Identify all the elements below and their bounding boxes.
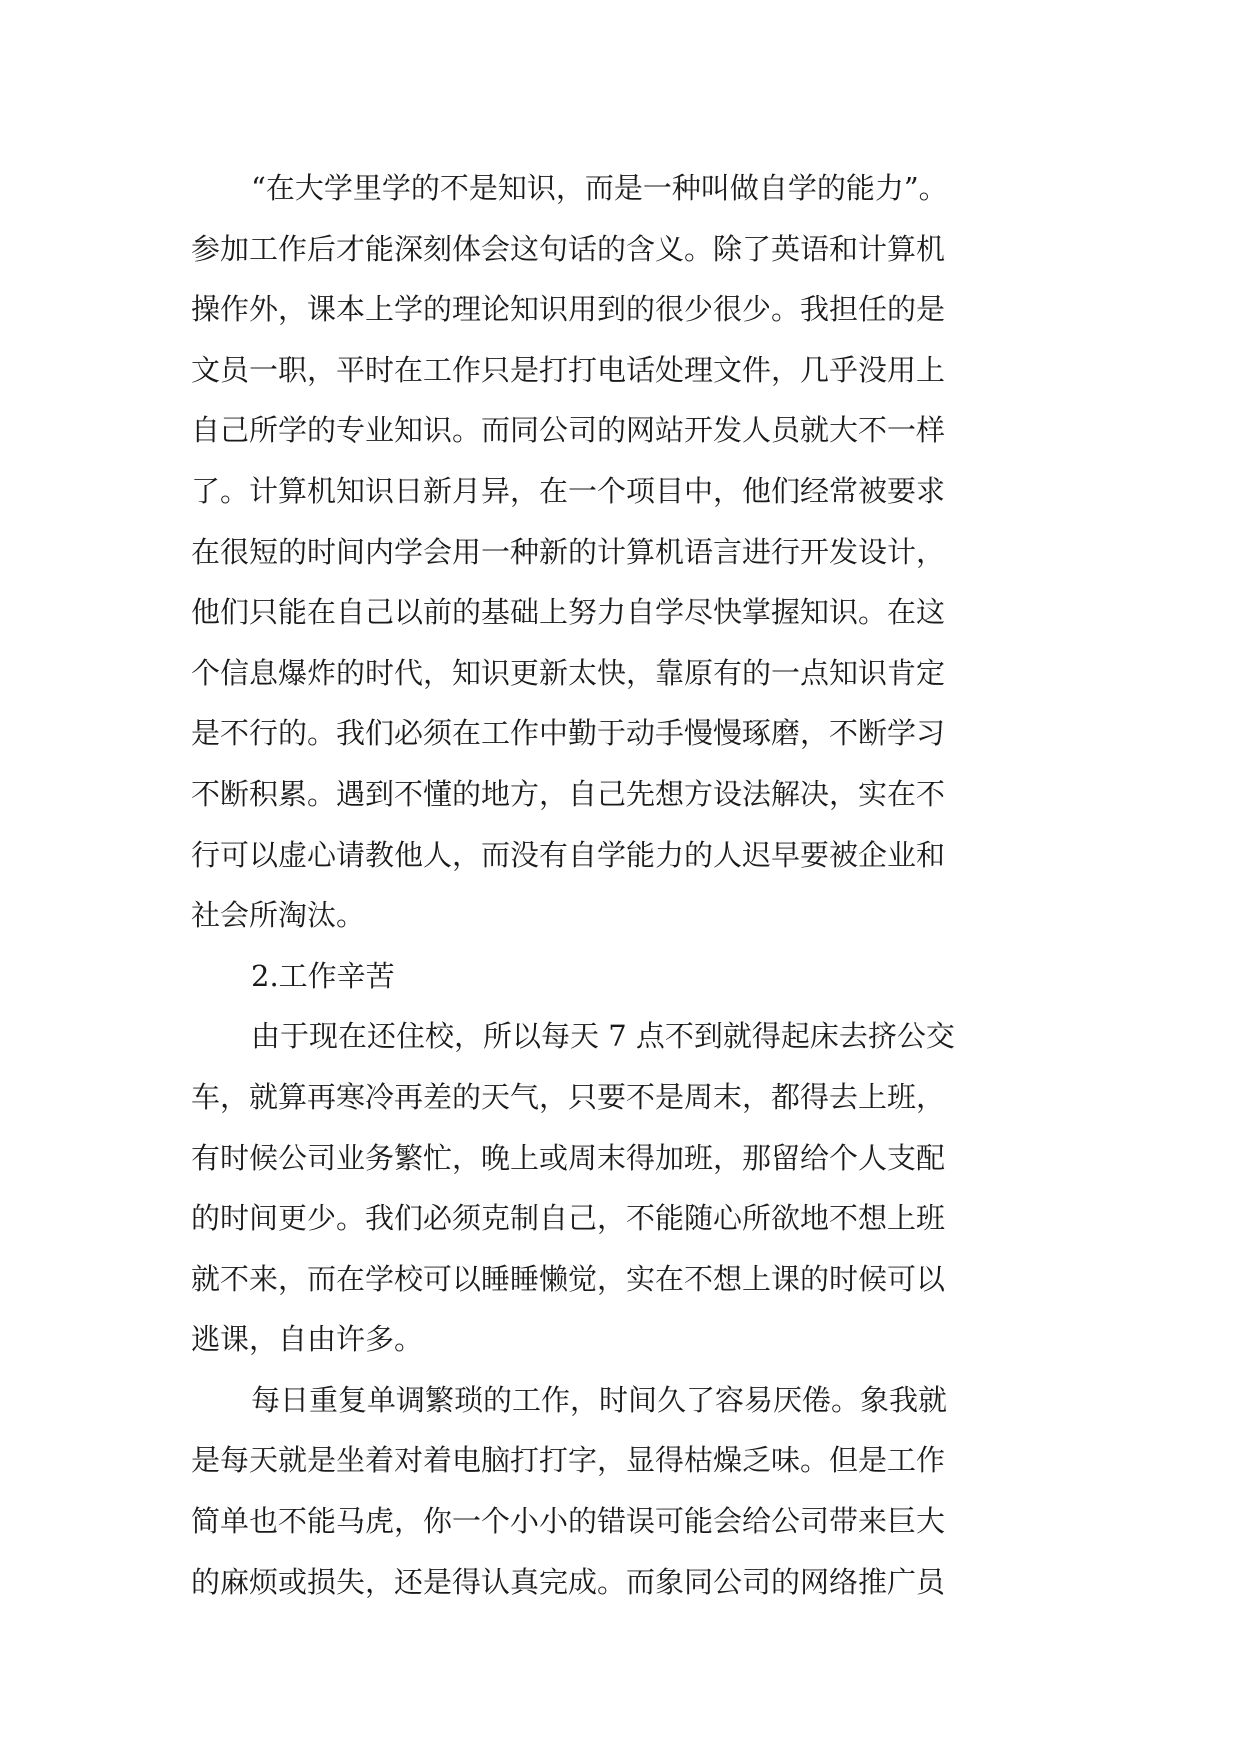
paragraph-line: 了。计算机知识日新月异，在一个项目中，他们经常被要求 xyxy=(191,473,946,508)
paragraph-line: 他们只能在自己以前的基础上努力自学尽快掌握知识。在这 xyxy=(191,595,946,630)
paragraph-line: 的时间更少。我们必须克制自己，不能随心所欲地不想上班 xyxy=(191,1201,946,1236)
paragraph-line: 是不行的。我们必须在工作中勤于动手慢慢琢磨，不断学习 xyxy=(191,716,946,751)
paragraph-line: 逃课，自由许多。 xyxy=(191,1322,424,1357)
paragraph-line: 是每天就是坐着对着电脑打打字，显得枯燥乏味。但是工作 xyxy=(191,1443,946,1478)
paragraph-line: 文员一职，平时在工作只是打打电话处理文件，几乎没用上 xyxy=(191,352,946,387)
paragraph-line: 在很短的时间内学会用一种新的计算机语言进行开发设计， xyxy=(191,534,946,569)
paragraph-line: 操作外，课本上学的理论知识用到的很少很少。我担任的是 xyxy=(191,292,946,327)
paragraph-line: 不断积累。遇到不懂的地方，自己先想方设法解决，实在不 xyxy=(191,776,946,811)
paragraph-line: 由于现在还住校，所以每天 7 点不到就得起床去挤公交 xyxy=(251,1019,955,1054)
paragraph-line: 的麻烦或损失，还是得认真完成。而象同公司的网络推广员 xyxy=(191,1564,946,1599)
paragraph-line: 自己所学的专业知识。而同公司的网站开发人员就大不一样 xyxy=(191,413,946,448)
paragraph-line: 个信息爆炸的时代，知识更新太快，靠原有的一点知识肯定 xyxy=(191,655,946,690)
paragraph-line: 行可以虚心请教他人，而没有自学能力的人迟早要被企业和 xyxy=(191,837,946,872)
paragraph-line: “在大学里学的不是知识，而是一种叫做自学的能力”。 xyxy=(251,171,948,205)
paragraph-line: 有时候公司业务繁忙，晚上或周末得加班，那留给个人支配 xyxy=(191,1140,946,1175)
paragraph-line: 每日重复单调繁琐的工作，时间久了容易厌倦。象我就 xyxy=(251,1382,948,1417)
paragraph-line: 社会所淘汰。 xyxy=(191,898,366,933)
paragraph-line: 简单也不能马虎，你一个小小的错误可能会给公司带来巨大 xyxy=(191,1504,946,1539)
section-heading: 2.工作辛苦 xyxy=(251,958,395,993)
document-body xyxy=(191,158,1061,1612)
paragraph-line: 就不来，而在学校可以睡睡懒觉，实在不想上课的时候可以 xyxy=(191,1261,946,1296)
paragraph-line: 参加工作后才能深刻体会这句话的含义。除了英语和计算机 xyxy=(191,231,946,266)
paragraph-line: 车，就算再寒冷再差的天气，只要不是周末，都得去上班， xyxy=(191,1079,946,1114)
